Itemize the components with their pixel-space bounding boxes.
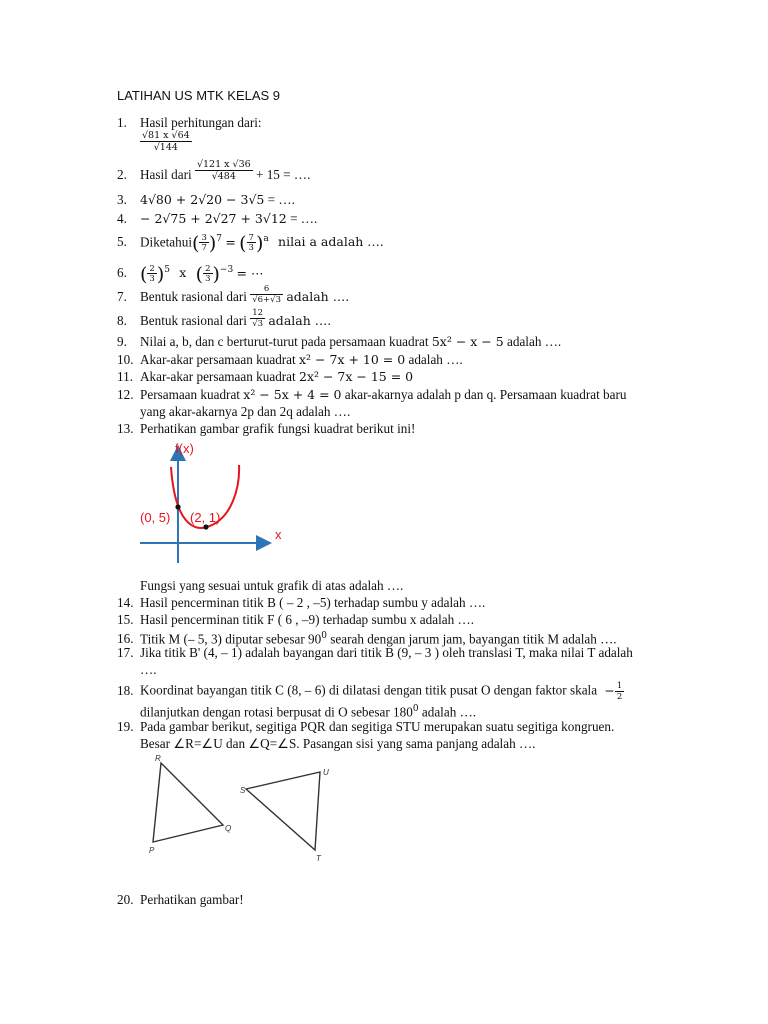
question-number: 16. (117, 631, 134, 647)
question-1 (117, 115, 262, 131)
math-expression: 2x² − 7x − 15 = 0 (299, 369, 414, 384)
fraction-numerator: 7 (248, 232, 254, 243)
fraction-denominator: √484 (195, 170, 253, 182)
question-number: 15. (117, 612, 134, 627)
question-1-fraction (140, 131, 192, 152)
question-number: 10. (117, 352, 134, 367)
question-text: adalah …. (286, 289, 350, 304)
point-2-1 (203, 524, 208, 529)
question-9 (117, 334, 561, 350)
y-axis-label: f(x) (175, 441, 194, 456)
fraction-denominator: 3 (149, 274, 155, 285)
question-10 (117, 352, 463, 368)
page-title: LATIHAN US MTK KELAS 9 (117, 88, 281, 103)
equals-sign: = (225, 234, 236, 250)
question-4 (117, 211, 317, 227)
question-text: Hasil pencerminan titik B ( – 2 , –5) terhadap sumbu y adalah …. (140, 595, 486, 610)
question-18-line2 (140, 701, 476, 720)
question-8 (117, 308, 332, 329)
question-number: 18. (117, 682, 134, 698)
exponent: 5 (164, 265, 170, 275)
vertex-label-q: Q (225, 824, 232, 833)
question-number: 8. (117, 313, 127, 328)
question-text: Hasil perhitungan dari: (140, 115, 262, 130)
math-expression: x² − 7x + 10 = 0 (299, 352, 406, 367)
question-number: 4. (117, 211, 127, 226)
question-text: dilanjutkan dengan rotasi berpusat di O sebesar 180 (140, 704, 413, 720)
question-text: Perhatikan gambar grafik fungsi kuadrat berikut ini! (140, 421, 416, 436)
question-text: akar-akarnya adalah p dan q. Persamaan kuadrat baru (344, 387, 627, 402)
question-19 (117, 719, 614, 735)
question-number: 7. (117, 289, 127, 304)
question-number: 6. (117, 265, 127, 281)
vertex-label-r: R (155, 754, 161, 763)
math-expression: − 2√75 + 2√27 + 3√12 (140, 211, 287, 226)
question-text: Persamaan kuadrat (140, 387, 240, 402)
question-number: 12. (117, 387, 134, 402)
question-text: = ⋯ (236, 265, 264, 281)
question-text: Hasil dari (140, 167, 192, 182)
fraction-numerator: 6 (263, 284, 270, 295)
question-text: Akar-akar persamaan kuadrat (140, 352, 296, 367)
question-17 (117, 645, 633, 661)
question-number: 13. (117, 421, 134, 436)
question-text: searah dengan jarum jam, bayangan titik M adalah …. (326, 631, 617, 647)
question-12 (117, 387, 626, 403)
quadratic-graph (135, 435, 295, 565)
question-number: 14. (117, 595, 134, 610)
question-number: 11. (117, 369, 133, 384)
triangle-stu (246, 772, 320, 850)
point-0-5 (175, 504, 180, 509)
vertex-label-s: S (240, 786, 246, 795)
multiply-sign: x (179, 265, 187, 281)
x-axis-label: x (275, 527, 282, 542)
question-text: Akar-akar persamaan kuadrat (140, 369, 296, 384)
question-19-line2: Besar ∠R=∠U dan ∠Q=∠S. Pasangan sisi yang sama panjang adalah …. (140, 736, 536, 751)
question-20 (117, 892, 244, 908)
question-18 (117, 682, 624, 701)
question-15 (117, 612, 474, 628)
question-text: adalah …. (408, 352, 463, 367)
question-text: Bentuk rasional dari (140, 313, 247, 328)
question-7 (117, 284, 350, 305)
question-text: Titik M (– 5, 3) diputar sebesar 90 (140, 631, 322, 647)
question-text: nilai a adalah …. (278, 234, 384, 250)
question-text: Diketahui (140, 234, 193, 250)
exponent: a (263, 234, 269, 244)
question-number: 2. (117, 167, 127, 182)
exponent: −3 (219, 265, 234, 275)
fraction-numerator: 3 (201, 232, 207, 243)
triangle-pqr (153, 763, 223, 842)
question-text: Hasil pencerminan titik F ( 6 , –9) terhadap sumbu x adalah …. (140, 612, 475, 627)
fraction-denominator: √144 (140, 141, 192, 153)
question-6: 6. ( $\frac{2}{3}$ )$^5$ x ( $\frac{2}{3}$ )$^{-3}$ = ⋯ (117, 263, 264, 286)
fraction-denominator: 3 (248, 243, 254, 254)
fraction-numerator: √121 x √36 (196, 159, 251, 171)
question-3 (117, 192, 295, 208)
question-13-after: Fungsi yang sesuai untuk grafik di atas adalah …. (140, 578, 404, 593)
question-text: Perhatikan gambar! (140, 892, 244, 907)
exponent: 7 (216, 234, 223, 244)
fraction-numerator: 12 (252, 308, 264, 319)
question-number: 17. (117, 645, 134, 660)
math-expression: x² − 5x + 4 = 0 (243, 387, 342, 402)
question-text: adalah …. (507, 334, 562, 349)
math-expression: 4√80 + 2√20 − 3√5 (140, 192, 265, 207)
fraction-numerator: √81 x √64 (142, 130, 190, 141)
point-label-a: (0, 5) (140, 510, 171, 525)
question-text: Koordinat bayangan titik C (8, – 6) di dilatasi dengan titik pusat O dengan faktor skala (140, 682, 598, 698)
fraction-denominator: 7 (201, 243, 207, 254)
fraction-denominator: 2 (616, 691, 623, 702)
question-text: Pada gambar berikut, segitiga PQR dan segitiga STU merupakan suatu segitiga kongruen. (140, 719, 615, 734)
question-text: = …. (267, 192, 295, 207)
question-text: adalah …. (418, 704, 477, 720)
question-11 (117, 369, 413, 385)
question-5: 5. Diketahui( $\frac{3}{7}$ )$^7$ = ( $\frac{7}{3}$ )$^a$ nilai a adalah …. (117, 232, 384, 255)
minus-sign: − (604, 682, 615, 698)
question-number: 5. (117, 234, 127, 250)
vertex-label-p: P (149, 846, 155, 855)
question-number: 9. (117, 334, 127, 349)
fraction-denominator: √6+√3 (252, 294, 282, 305)
triangles-figure (145, 750, 345, 865)
question-number: 3. (117, 192, 127, 207)
degree-superscript: 0 (321, 631, 327, 641)
question-text: Bentuk rasional dari (140, 289, 247, 304)
fraction-numerator: 2 (205, 263, 211, 274)
fraction-numerator: 1 (616, 681, 623, 691)
question-2 (117, 159, 311, 183)
question-number: 19. (117, 719, 134, 734)
vertex-label-u: U (323, 768, 329, 777)
question-text: Jika titik B' (4, – 1) adalah bayangan dari titik B (9, – 3 ) oleh translasi T, maka nilai T adalah (140, 645, 633, 660)
question-text: + 15 = …. (255, 167, 311, 182)
question-17-line2: …. (140, 662, 157, 677)
fraction-denominator: √3 (252, 318, 264, 329)
fraction-denominator: 3 (205, 274, 211, 285)
question-text: = …. (290, 211, 318, 226)
fraction-numerator: 2 (149, 263, 155, 274)
math-expression: 5x² − x − 5 (431, 334, 504, 349)
question-number: 1. (117, 115, 127, 130)
question-number: 20. (117, 892, 134, 907)
degree-superscript: 0 (412, 704, 419, 714)
question-14 (117, 595, 485, 611)
question-12-line2: yang akar-akarnya 2p dan 2q adalah …. (140, 404, 351, 419)
question-text: adalah …. (268, 313, 332, 328)
point-label-b: (2, 1) (190, 510, 221, 525)
question-text: Nilai a, b, dan c berturut-turut pada persamaan kuadrat (140, 334, 429, 349)
vertex-label-t: T (316, 854, 321, 863)
